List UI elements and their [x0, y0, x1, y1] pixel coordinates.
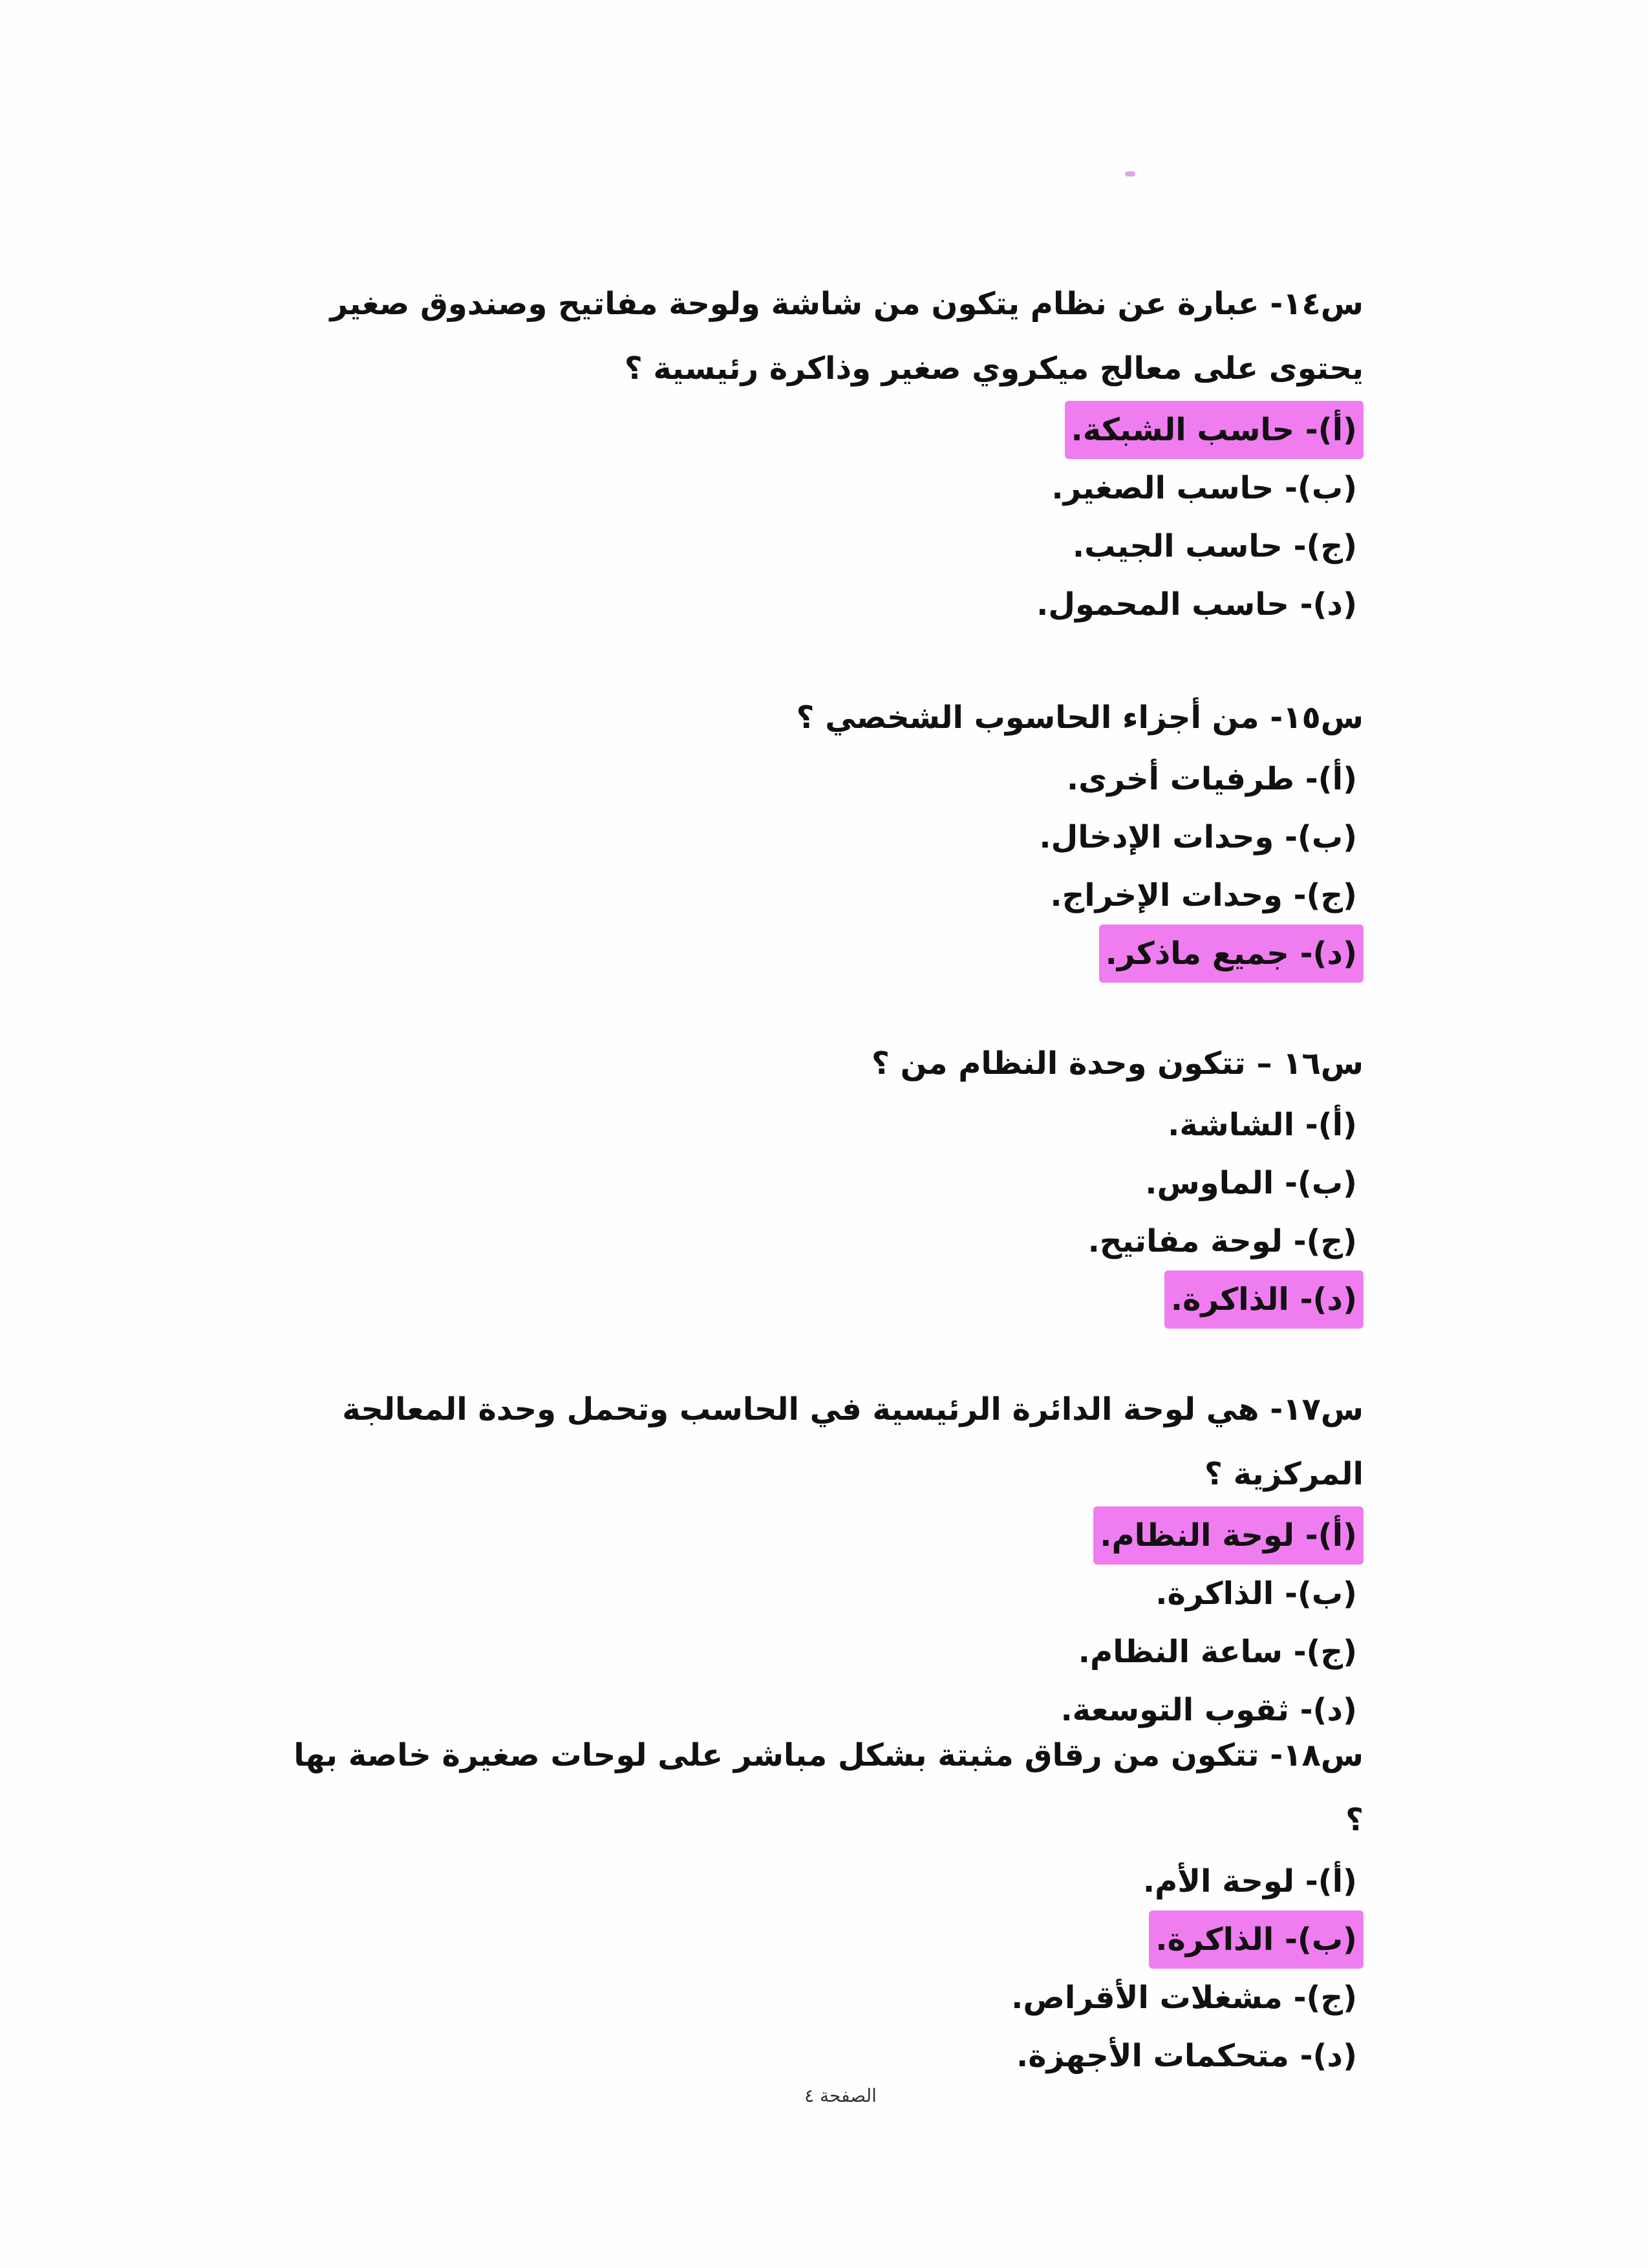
option-a [290, 1852, 1364, 1910]
option-label: (د)- ثقوب التوسعة. [1060, 1692, 1357, 1728]
option-label: (د)- الذاكرة. [1164, 1270, 1364, 1329]
option-label: (ب)- الذاكرة. [1149, 1910, 1364, 1969]
question-text: س١٥- من أجزاء الحاسوب الشخصي ؟ [796, 700, 1364, 736]
option-label: (ج)- ساعة النظام. [1078, 1634, 1357, 1670]
option-b [290, 459, 1364, 517]
option-b-highlighted [290, 1910, 1364, 1969]
option-a [290, 750, 1364, 808]
option-a-highlighted [290, 401, 1364, 459]
option-label: (أ)- لوحة النظام. [1093, 1506, 1364, 1565]
option-b [290, 1565, 1364, 1623]
question-16 [290, 1031, 1364, 1329]
option-c [290, 866, 1364, 925]
option-label: (أ)- طرفيات أخرى. [1066, 761, 1357, 797]
question-text: س١٦ – تتكون وحدة النظام من ؟ [872, 1045, 1364, 1082]
question-text: س١٨- تتكون من رقاق مثبتة بشكل مباشر على لوحات صغيرة خاصة بها ؟ [294, 1737, 1364, 1838]
option-label: (ج)- لوحة مفاتيح. [1087, 1223, 1357, 1259]
option-label: (أ)- الشاشة. [1168, 1107, 1357, 1143]
option-label: (د)- حاسب المحمول. [1036, 586, 1357, 623]
question-14 [290, 272, 1364, 634]
option-label: (أ)- حاسب الشبكة. [1065, 401, 1364, 459]
option-label: (ج)- حاسب الجيب. [1072, 528, 1357, 564]
question-text: س١٤- عبارة عن نظام يتكون من شاشة ولوحة مفاتيح وصندوق صغير يحتوى على معالج ميكروي صغير وذاكرة رئيسية ؟ [330, 286, 1364, 387]
option-label: (ج)- مشغلات الأقراص. [1011, 1980, 1357, 2016]
option-label: (د)- جميع ماذكر. [1099, 925, 1364, 983]
option-d-highlighted [290, 1270, 1364, 1329]
option-d-highlighted [290, 925, 1364, 983]
option-b [290, 808, 1364, 866]
option-label: (ج)- وحدات الإخراج. [1050, 877, 1357, 914]
question-15 [290, 685, 1364, 983]
highlighter-dot [1125, 171, 1135, 177]
option-c [290, 1969, 1364, 2027]
option-d [290, 575, 1364, 634]
option-c [290, 1623, 1364, 1681]
option-label: (أ)- لوحة الأم. [1142, 1863, 1357, 1899]
option-d [290, 2027, 1364, 2085]
question-text: س١٧- هي لوحة الدائرة الرئيسية في الحاسب وتحمل وحدة المعالجة المركزية ؟ [342, 1391, 1364, 1492]
option-a [290, 1096, 1364, 1154]
option-b [290, 1154, 1364, 1212]
question-18 [290, 1723, 1364, 2085]
option-a-highlighted [290, 1506, 1364, 1565]
option-label: (ب)- الماوس. [1145, 1165, 1357, 1201]
option-label: (ب)- وحدات الإدخال. [1039, 819, 1357, 855]
option-label: (ب)- حاسب الصغير. [1051, 470, 1357, 506]
option-label: (ب)- الذاكرة. [1155, 1576, 1357, 1612]
question-17 [290, 1377, 1364, 1739]
option-label: (د)- متحكمات الأجهزة. [1016, 2038, 1357, 2074]
page-number: الصفحة ٤ [804, 2085, 877, 2106]
option-c [290, 1212, 1364, 1270]
option-c [290, 517, 1364, 575]
